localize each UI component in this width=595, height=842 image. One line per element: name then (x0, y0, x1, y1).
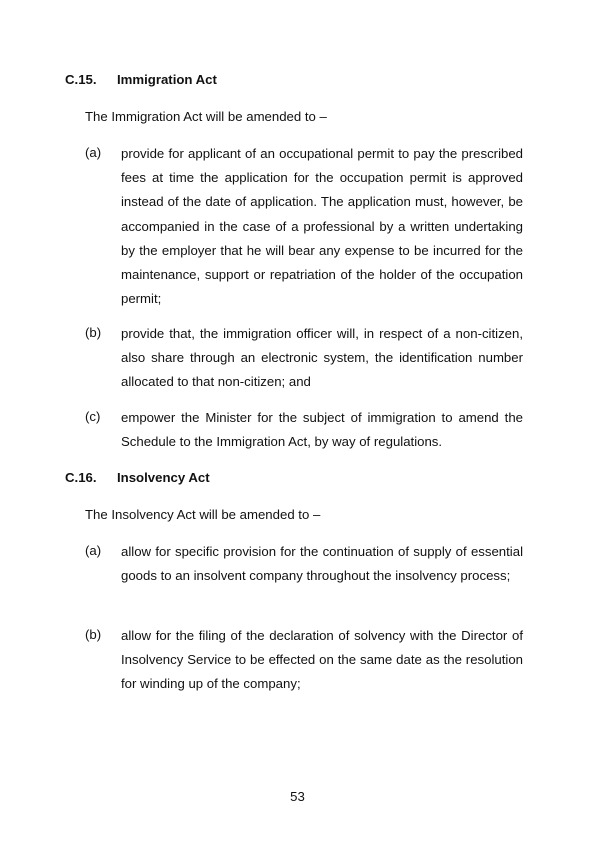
page-number: 53 (290, 789, 305, 804)
list-item (85, 322, 523, 395)
item-label: (a) (85, 543, 102, 558)
section-heading-insolvency (65, 470, 210, 485)
item-label: (a) (85, 145, 102, 160)
section-intro: The Insolvency Act will be amended to – (85, 507, 321, 522)
item-label: (b) (85, 325, 102, 340)
list-item (85, 540, 523, 588)
item-label: (c) (85, 409, 101, 424)
list-item (85, 142, 523, 311)
section-number: C.16. (65, 470, 97, 485)
section-title: Insolvency Act (117, 470, 210, 485)
list-item (85, 624, 523, 697)
section-title: Immigration Act (117, 72, 217, 87)
item-text: allow for the filing of the declaration of solvency with the Director of Insolvency Service to be effected on the same date as the resolution for winding up of the company; (121, 628, 523, 692)
item-text: allow for specific provision for the continuation of supply of essential goods to an insolvent company throughout the insolvency process; (121, 544, 523, 584)
item-text: empower the Minister for the subject of immigration to amend the Schedule to the Immigration Act, by way of regulations. (121, 410, 523, 450)
item-text: provide for applicant of an occupational permit to pay the prescribed fees at time the application for the occupation permit is approved instead of the date of application. The application must, however, be accompanied in the case of a professional by a written undertaking by the employer that he will bear any expense to be incurred for the maintenance, support or repatriation of the holder of the occupation permit; (121, 146, 523, 307)
section-heading-immigration (65, 72, 217, 87)
section-number: C.15. (65, 72, 97, 87)
section-intro: The Immigration Act will be amended to – (85, 109, 327, 124)
item-text: provide that, the immigration officer will, in respect of a non-citizen, also share through an electronic system, the identification number allocated to that non-citizen; and (121, 326, 523, 390)
item-label: (b) (85, 627, 102, 642)
list-item (85, 406, 523, 454)
